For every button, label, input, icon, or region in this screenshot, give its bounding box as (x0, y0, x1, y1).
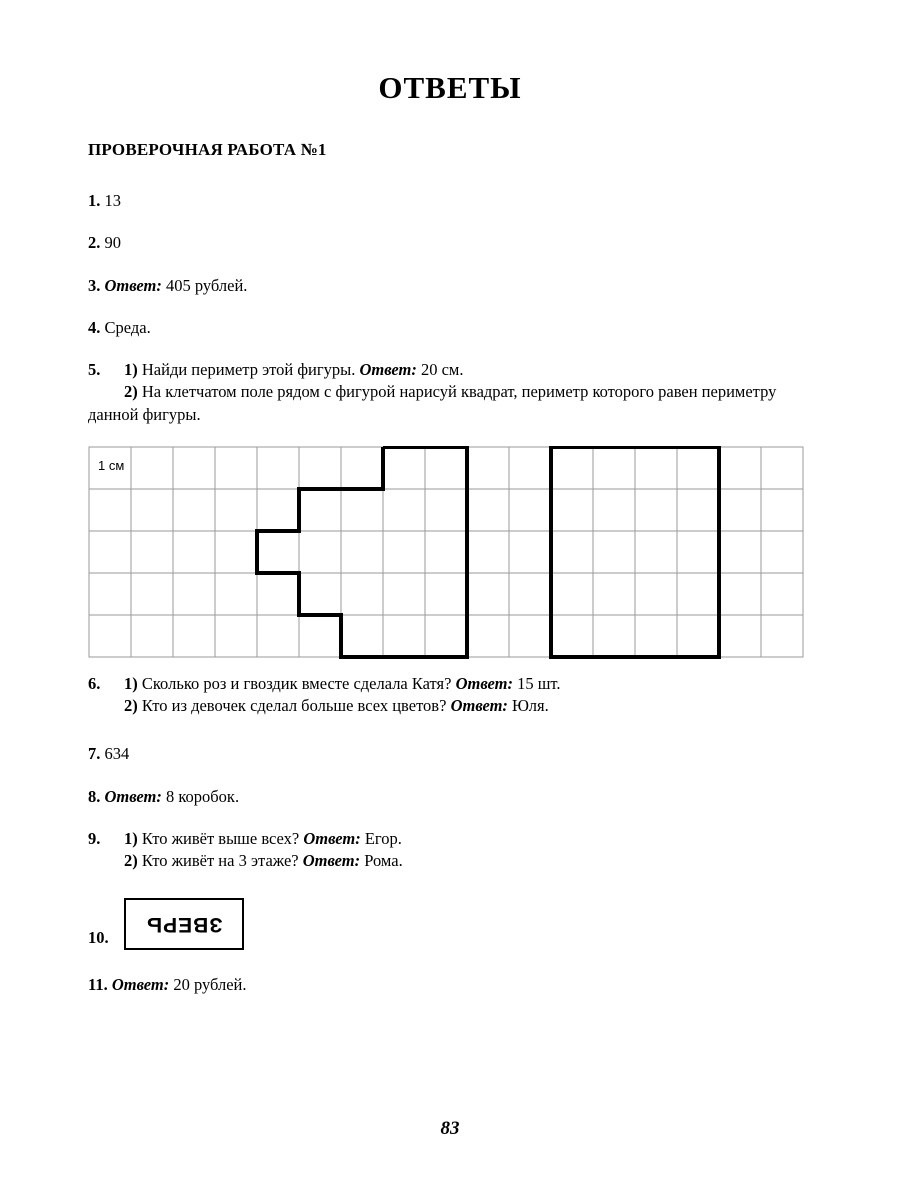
word-box-text: ЗВЕРЬ (145, 913, 223, 937)
answer-label: Ответ: (111, 975, 170, 995)
answer-text: 20 рублей. (173, 975, 247, 995)
answer-value: 20 см. (420, 360, 464, 380)
answer-text: 90 (104, 233, 121, 253)
answer-number: 2. (88, 233, 101, 253)
grid-figure-svg (88, 446, 810, 659)
answer-number: 8. (88, 786, 101, 806)
work-title: ПРОВЕРОЧНАЯ РАБОТА №1 (88, 140, 327, 159)
page-number: 83 (440, 1118, 460, 1139)
answer-text: Среда. (104, 317, 151, 337)
answer-text: 405 рублей. (165, 275, 248, 295)
answer-item-3 (88, 275, 812, 297)
answer-sub-text: Кто живёт выше всех? (141, 828, 300, 848)
left-figure-outline (257, 447, 467, 657)
answer-label: Ответ: (104, 786, 162, 806)
answer-label: Ответ: (303, 828, 361, 848)
answer-5-line-1 (88, 359, 812, 381)
answer-item-2 (88, 232, 812, 254)
answer-5-line-2 (88, 381, 812, 426)
answer-number: 4. (88, 317, 101, 337)
answer-text: 13 (104, 191, 121, 210)
answer-label: Ответ: (455, 673, 513, 693)
answer-value: Егор. (364, 828, 402, 848)
answer-label: Ответ: (450, 696, 508, 716)
answer-value: Юля. (512, 696, 549, 716)
answer-sub-marker: 2) (124, 696, 138, 716)
word-box (124, 898, 244, 950)
answer-item-11 (88, 974, 812, 996)
answer-sub-marker: 1) (124, 360, 138, 380)
answer-number: 6. (88, 673, 101, 693)
answer-number: 5. (88, 360, 101, 380)
answer-item-10 (88, 898, 812, 952)
answer-text: 634 (104, 744, 130, 764)
answer-item-5 (88, 359, 812, 426)
answer-item-1 (88, 190, 812, 212)
answer-6-line-1 (88, 673, 812, 695)
answer-value: 15 шт. (517, 673, 561, 693)
answer-label: Ответ: (302, 851, 361, 871)
answer-item-7 (88, 743, 812, 765)
answer-6-line-2 (88, 695, 812, 717)
page-title: ОТВЕТЫ (378, 70, 522, 105)
answer-number: 9. (88, 828, 101, 848)
answer-9-line-1 (88, 828, 812, 850)
grid-figure-canvas (88, 446, 810, 659)
answer-label: Ответ: (104, 275, 162, 295)
answer-label: Ответ: (359, 360, 417, 380)
answers-list (88, 190, 812, 997)
unit-cell-label: 1 см (98, 457, 125, 473)
answer-sub-text: Кто из девочек сделал больше всех цветов? (141, 696, 447, 716)
answer-text: 8 коробок. (165, 786, 240, 806)
answer-number: 3. (88, 275, 101, 295)
answer-sub-marker: 2) (124, 382, 138, 402)
answer-sub-text: На клетчатом поле рядом с фигурой нарисуй квадрат, периметр которого равен периметру данной фигуры. (88, 382, 777, 424)
answer-sub-text: Кто живёт на 3 этаже? (141, 851, 299, 871)
answer-number: 11. (88, 975, 108, 995)
answer-value: Рома. (364, 851, 403, 871)
answer-sub-text: Найди периметр этой фигуры. (141, 360, 356, 380)
answer-sub-marker: 1) (124, 673, 138, 693)
answer-item-9 (88, 828, 812, 873)
answer-item-8 (88, 786, 812, 808)
answer-number: 1. (88, 191, 101, 210)
answer-9-line-2 (88, 850, 812, 872)
answer-number: 10. (88, 928, 109, 948)
answer-item-4 (88, 317, 812, 339)
grid-figure (88, 446, 812, 659)
answer-sub-text: Сколько роз и гвоздик вместе сделала Катя? (141, 673, 452, 693)
answer-item-6 (88, 673, 812, 718)
answer-sub-marker: 1) (124, 828, 138, 848)
answer-number: 7. (88, 744, 101, 764)
answer-sub-marker: 2) (124, 851, 138, 871)
